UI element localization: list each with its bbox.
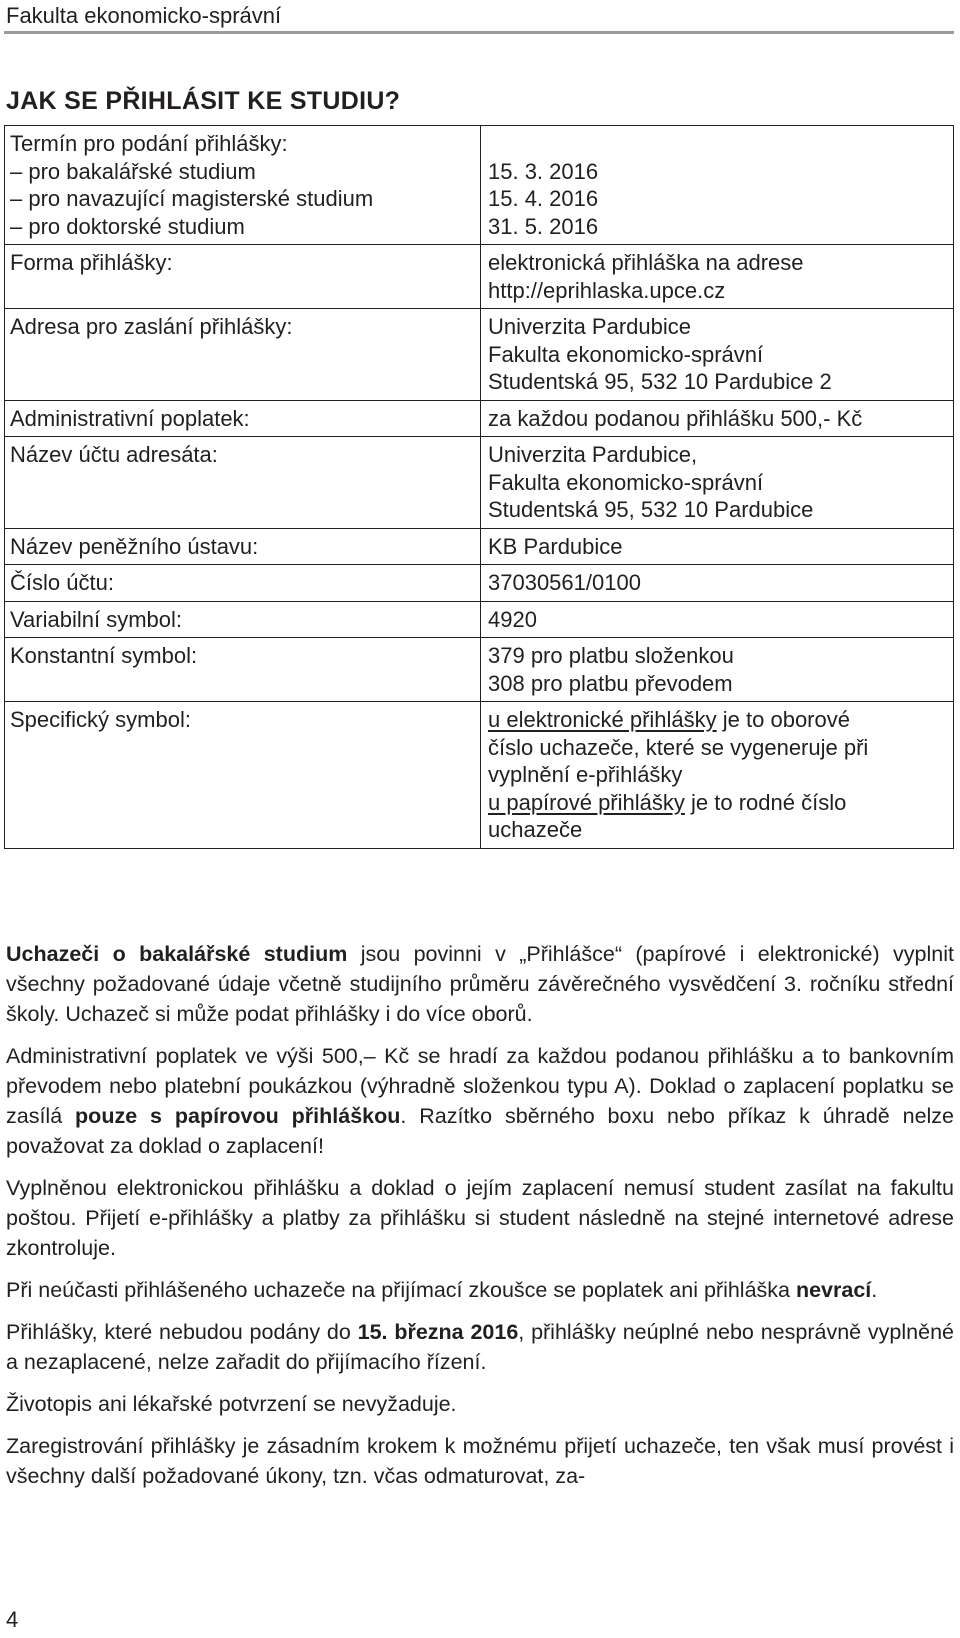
account-name-label: Název účtu adresáta: bbox=[5, 437, 481, 529]
specific-symbol-text: je to oborové bbox=[716, 707, 850, 732]
table-row-deadline bbox=[5, 126, 954, 245]
specific-symbol-line: vyplnění e-přihlášky bbox=[488, 762, 683, 787]
fee-value: za každou podanou přihlášku 500,- Kč bbox=[481, 400, 954, 437]
account-name-line: Studentská 95, 532 10 Pardubice bbox=[488, 497, 814, 522]
electronic-application-underlined: u elektronické přihlášky bbox=[488, 707, 717, 732]
paragraph-cv: Životopis ani lékařské potvrzení se nevyžaduje. bbox=[6, 1392, 457, 1416]
table-row-fee bbox=[5, 400, 954, 437]
address-line: Studentská 95, 532 10 Pardubice 2 bbox=[488, 369, 832, 394]
deadline-label: Termín pro podání přihlášky: bbox=[10, 131, 288, 156]
specific-symbol-line: číslo uchazeče, které se vygeneruje při bbox=[488, 734, 869, 760]
account-name-line: Univerzita Pardubice, bbox=[488, 442, 698, 467]
address-label: Adresa pro zaslání přihlášky: bbox=[5, 309, 481, 401]
paragraph-absence bbox=[6, 1275, 954, 1305]
paragraph-text: . bbox=[871, 1278, 878, 1302]
table-row-bank bbox=[5, 528, 954, 565]
paragraph-text: Administrativní poplatek ve výši 500,– Kč se hradí za každou podanou přihlášku a to bankovním převodem nebo platební poukázkou (výhradně složenkou typu A). Doklad o zaplacení poplatku se zasílá bbox=[6, 1044, 954, 1128]
table-row-account-number bbox=[5, 565, 954, 602]
account-number-value: 37030561/0100 bbox=[481, 565, 954, 602]
specific-symbol-value-cell bbox=[481, 702, 954, 849]
form-url: http://eprihlaska.upce.cz bbox=[488, 277, 726, 303]
paragraph-text: , přihlášky neúplné nebo nesprávně vyplněné a nezaplacené, nelze zařadit do přijímacího řízení. bbox=[6, 1320, 954, 1374]
bank-label: Název peněžního ústavu: bbox=[5, 528, 481, 565]
table-row-variable-symbol bbox=[5, 601, 954, 638]
deadline-master-label: – pro navazující magisterské studium bbox=[10, 186, 374, 211]
section-heading: JAK SE PŘIHLÁSIT KE STUDIU? bbox=[6, 87, 401, 115]
bold-phrase: nevrací bbox=[795, 1278, 872, 1302]
bold-phrase: pouze s papírovou přihláškou bbox=[75, 1104, 401, 1128]
specific-symbol-text: je to rodné číslo bbox=[684, 789, 847, 815]
deadline-bachelor-label: – pro bakalářské studium bbox=[10, 158, 256, 184]
account-name-line: Fakulta ekonomicko-správní bbox=[488, 469, 764, 495]
page-number: 4 bbox=[6, 1607, 19, 1632]
constant-symbol-value-cell bbox=[481, 638, 954, 702]
deadline-bachelor-date: 15. 3. 2016 bbox=[488, 158, 599, 184]
deadline-doctoral-label: – pro doktorské studium bbox=[10, 213, 245, 239]
paragraph-text: Přihlášky, které nebudou podány do bbox=[6, 1320, 358, 1344]
table-row-account-name bbox=[5, 437, 954, 529]
running-header: Fakulta ekonomicko-správní bbox=[6, 3, 282, 28]
paper-application-underlined: u papírové přihlášky bbox=[488, 789, 685, 815]
address-line: Univerzita Pardubice bbox=[488, 314, 691, 339]
deadline-value-cell bbox=[481, 126, 954, 245]
table-row-constant-symbol bbox=[5, 638, 954, 702]
body-text bbox=[6, 939, 954, 1491]
form-label: Forma přihlášky: bbox=[5, 245, 481, 309]
paragraph-text: Při neúčasti přihlášeného uchazeče na přijímací zkoušce se poplatek ani přihláška bbox=[6, 1278, 796, 1302]
paragraph-text: jsou povinni v „Přihlášce“ (papírové i elektronické) vyplnit všechny požadované údaje včetně studijního průměru závěrečného vysvědčení 3. ročníku střední školy. Uchazeč si může podat přihlášky i do více oborů. bbox=[6, 942, 954, 1026]
deadline-master-date: 15. 4. 2016 bbox=[488, 186, 599, 211]
specific-symbol-line: uchazeče bbox=[488, 817, 583, 842]
paragraph-deadline bbox=[6, 1317, 954, 1377]
bold-phrase: 15. března 2016 bbox=[357, 1320, 519, 1344]
form-value-line: elektronická přihláška na adrese bbox=[488, 250, 804, 275]
specific-symbol-line bbox=[488, 706, 948, 734]
header-rule bbox=[4, 31, 954, 34]
constant-symbol-line: 379 pro platbu složenkou bbox=[488, 643, 734, 668]
paragraph-text: . Razítko sběrného boxu nebo příkaz k úhradě nelze považovat za doklad o zaplacení! bbox=[6, 1104, 955, 1158]
table-row-address bbox=[5, 309, 954, 401]
paragraph-electronic-application: Vyplněnou elektronickou přihlášku a doklad o jejím zaplacení nemusí student zasílat na fakultu poštou. Přijetí e-přihlášky a platby za přihlášku si student následně na stejné internetové adrese zkontroluje. bbox=[6, 1176, 954, 1260]
specific-symbol-label: Specifický symbol: bbox=[5, 702, 481, 849]
bank-value: KB Pardubice bbox=[481, 528, 954, 565]
form-value-cell bbox=[481, 245, 954, 309]
deadline-label-cell bbox=[5, 126, 481, 245]
constant-symbol-label: Konstantní symbol: bbox=[5, 638, 481, 702]
variable-symbol-value: 4920 bbox=[481, 601, 954, 638]
address-value-cell bbox=[481, 309, 954, 401]
paragraph-admin-fee bbox=[6, 1041, 954, 1161]
paragraph-registration: Zaregistrování přihlášky je zásadním krokem k možnému přijetí uchazeče, ten však musí provést i všechny další požadované úkony, tzn. včas odmaturovat, za- bbox=[6, 1434, 954, 1488]
specific-symbol-line bbox=[488, 789, 948, 817]
paragraph-bachelor-applicants bbox=[6, 939, 954, 1029]
account-name-value-cell bbox=[481, 437, 954, 529]
table-row-specific-symbol bbox=[5, 702, 954, 849]
constant-symbol-line: 308 pro platbu převodem bbox=[488, 670, 733, 696]
deadline-doctoral-date: 31. 5. 2016 bbox=[488, 213, 599, 239]
fee-label: Administrativní poplatek: bbox=[5, 400, 481, 437]
address-line: Fakulta ekonomicko-správní bbox=[488, 341, 764, 367]
account-number-label: Číslo účtu: bbox=[5, 565, 481, 602]
variable-symbol-label: Variabilní symbol: bbox=[5, 601, 481, 638]
bold-phrase: Uchazeči o bakalářské studium bbox=[6, 942, 348, 966]
table-row-form bbox=[5, 245, 954, 309]
admission-info-table bbox=[4, 125, 954, 849]
